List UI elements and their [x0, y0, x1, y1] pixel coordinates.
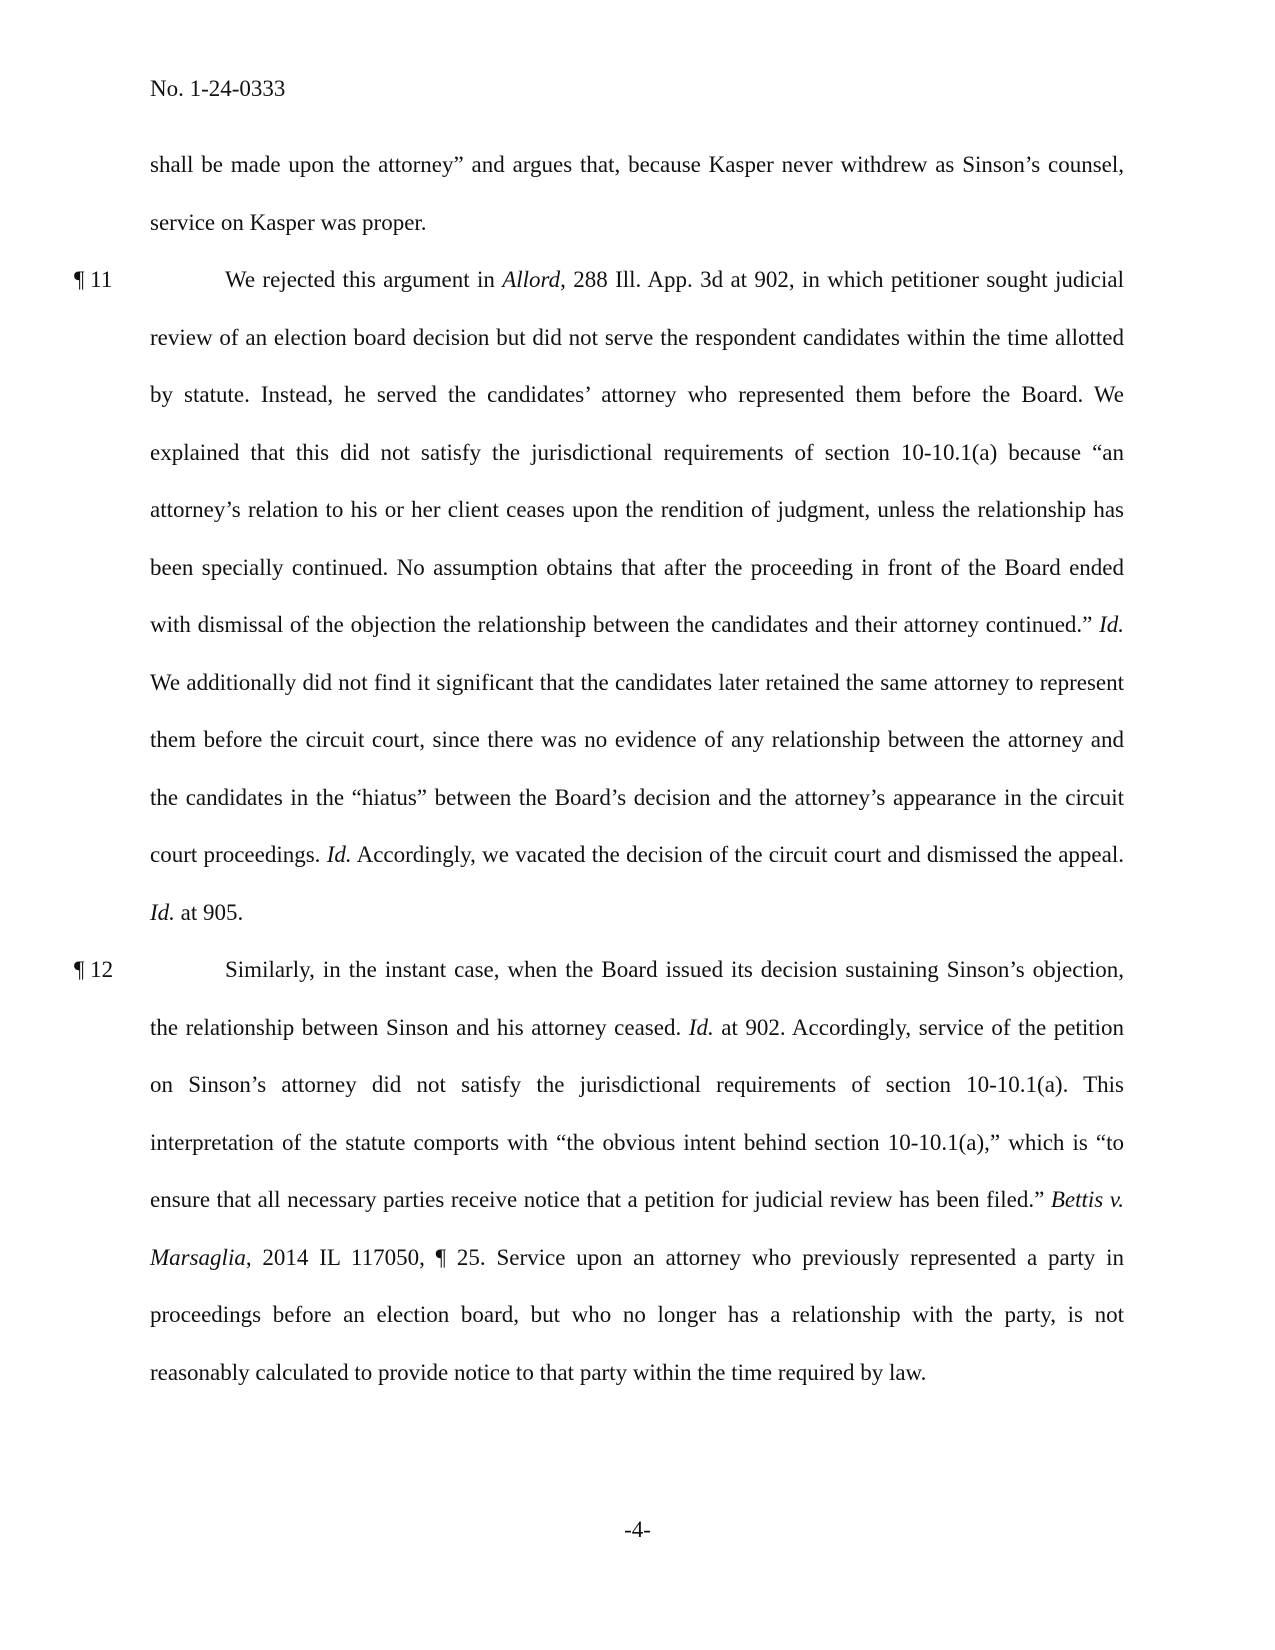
text-segment: Similarly, in the instant case, when the Board issued its decision sustaining Sinson’s objection, the relationship between Sinson and his attorney ceased. — [150, 957, 1124, 1040]
text-segment: at 905. — [174, 899, 244, 925]
paragraph-continuation — [150, 136, 1124, 251]
text-segment: Accordingly, we vacated the decision of the circuit court and dismissed the appeal. — [351, 842, 1124, 867]
text-segment: , 288 Ill. App. 3d at 902, in which petitioner sought judicial review of an election board decision but did not serve the respondent candidates within the time allotted by statute. Instead, he served the candidates’ attorney who represented them before the Board. We explained that this did not satisfy the jurisdictional requirements of section 10-10.1(a) because “an attorney’s relation to his or her client ceases upon the rendition of judgment, unless the relationship has been specially continued. No assumption obtains that after the proceeding in front of the Board ended with dismissal of the objection the relationship between the candidates and their attorney continued.” — [150, 267, 1124, 637]
paragraph-12 — [150, 941, 1124, 1401]
case-number: No. 1-24-0333 — [150, 76, 286, 101]
citation-italic: Id. — [326, 842, 352, 867]
citation-italic: Id. — [150, 899, 175, 925]
citation-italic: Id. — [1099, 612, 1124, 637]
text-segment: We rejected this argument in — [225, 267, 503, 292]
paragraph-mark-12: ¶ 12 — [74, 957, 114, 982]
citation-italic: Allord — [502, 267, 561, 292]
text-segment: , 2014 IL 117050, ¶ 25. Service upon an attorney who previously represented a party in proceedings before an election board, but who no longer has a relationship with the party, is not reasonably calculated to provide notice to that party within the time required by law. — [150, 1244, 1124, 1385]
citation-italic: Id. — [688, 1014, 714, 1040]
text-segment: at 902. Accordingly, service of the petition on Sinson’s attorney did not satisfy the jurisdictional requirements of section 10-10.1(a). This interpretation of the statute comports with “the obvious intent behind section 10-10.1(a),” which is “to ensure that all necessary parties receive notice that a petition for judicial review has been filed.” — [150, 1014, 1124, 1212]
text-segment: We additionally did not find it significant that the candidates later retained the same attorney to represent them before the circuit court, since there was no evidence of any relationship between the attorney and the candidates in the “hiatus” between the Board’s decision and the attorney’s appearance in the circuit court proceedings. — [150, 669, 1124, 867]
paragraph-mark-11: ¶ 11 — [74, 267, 113, 292]
text-segment: shall be made upon the attorney” and argues that, because Kasper never withdrew as Sinson’s counsel, service on Kasper was proper. — [150, 152, 1124, 235]
citation-italic: Bettis v. Marsaglia — [150, 1187, 1124, 1270]
page-number: -4- — [624, 1517, 651, 1542]
paragraph-11 — [150, 251, 1124, 941]
